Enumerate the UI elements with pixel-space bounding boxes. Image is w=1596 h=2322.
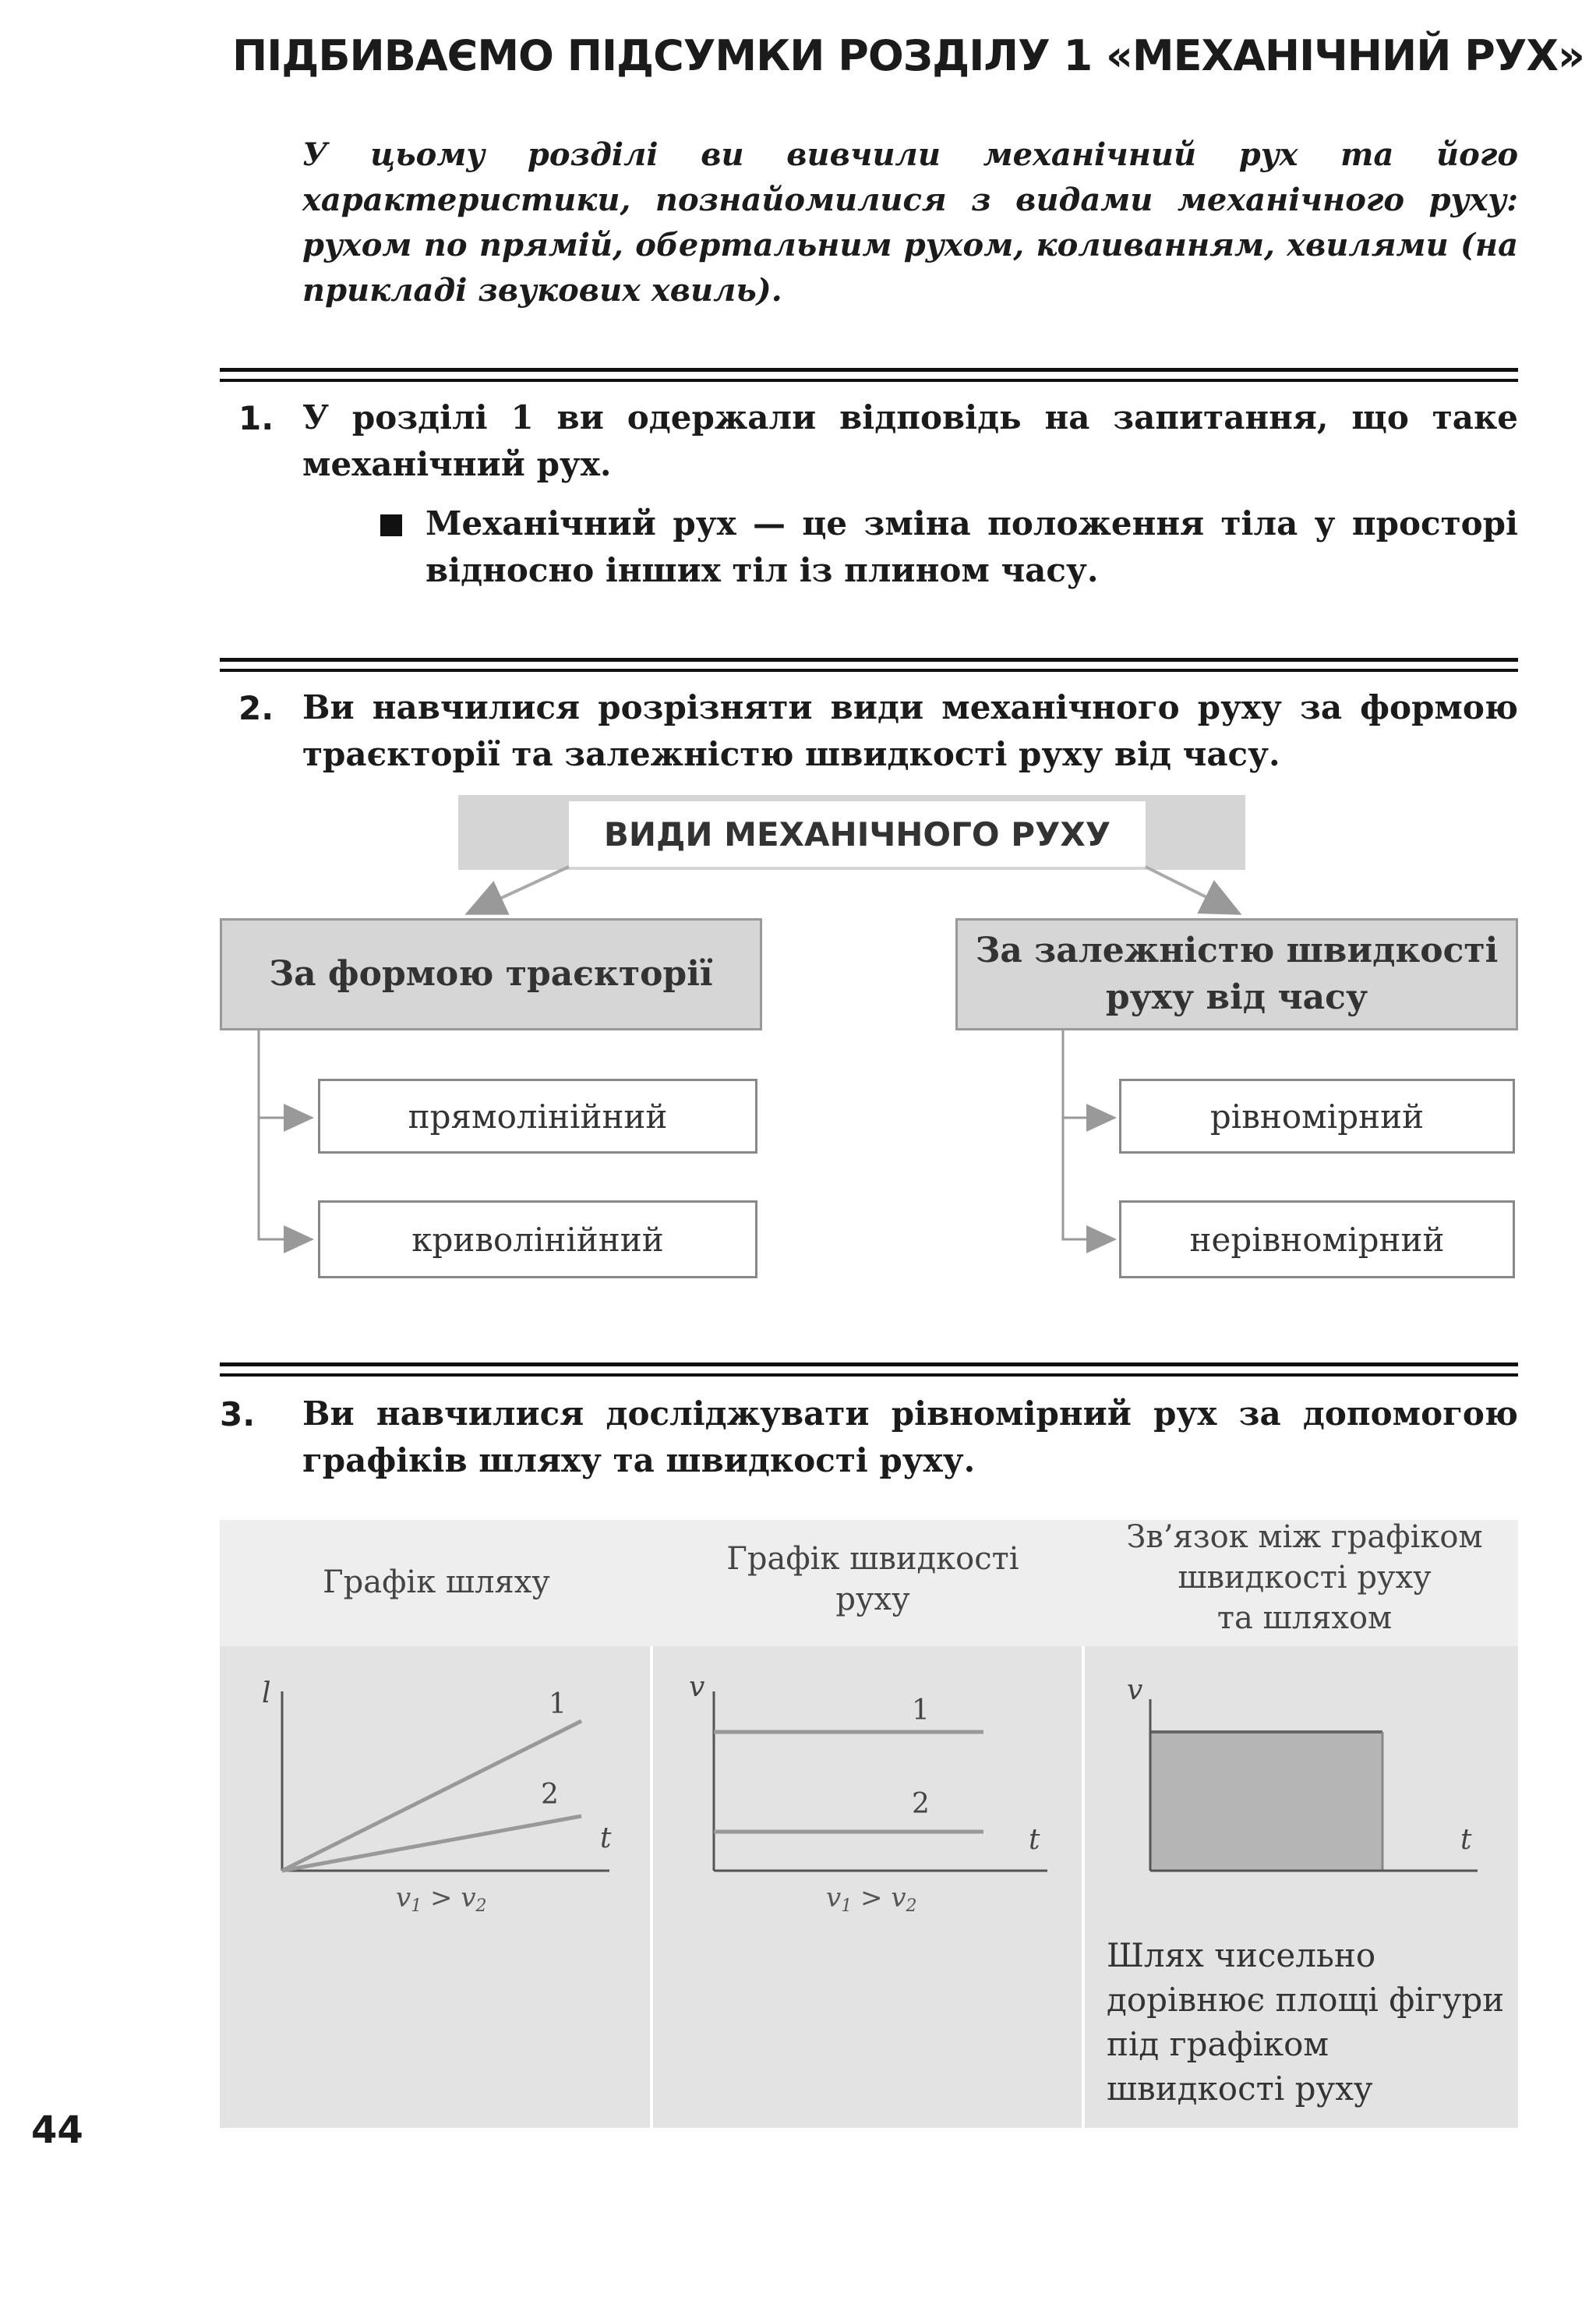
path-line-2 — [282, 1816, 581, 1871]
page-number: 44 — [31, 2108, 83, 2152]
area-under-speed — [1150, 1732, 1382, 1871]
definition-term: Механічний рух — [425, 504, 736, 543]
axis-label-y: v — [689, 1671, 705, 1703]
speed-relation: v1 > v2 — [396, 1882, 487, 1916]
item-text: Ви навчилися розрізняти види механічного руху за формою траєкторії та залежністю швидкості руху від часу. — [302, 688, 1518, 773]
page-title: ПІДБИВАЄМО ПІДСУМКИ РОЗДІЛУ 1 «МЕХАНІЧНИЙ РУХ» — [232, 31, 1584, 80]
item-number: 1. — [238, 399, 274, 437]
leaf-nonuniform: нерівномірний — [1119, 1200, 1515, 1278]
leaf-curvilinear: криволінійний — [318, 1200, 757, 1278]
axis-label-y: l — [262, 1677, 271, 1709]
item-number: 2. — [238, 689, 274, 727]
axis-label-y: v — [1127, 1674, 1143, 1706]
axis-label-x: t — [600, 1822, 612, 1854]
graph-title-path: Графік шляху — [323, 1564, 550, 1600]
title-line: та шляхом — [1216, 1600, 1393, 1636]
intro-paragraph: У цьому розділі ви вивчили механічний рух та його характеристики, познайомилися з видами механічного руху: рухом по прямій, обертальним рухом, коливанням, хвилями (на прикладі звукових хвиль). — [302, 136, 1518, 309]
leaf-rectilinear: прямолінійний — [318, 1079, 757, 1154]
leaf-uniform: рівномірний — [1119, 1079, 1515, 1154]
line-label-1: 1 — [549, 1688, 567, 1720]
title-line: Графік швидкості — [726, 1541, 1019, 1577]
title-line: швидкості руху — [1178, 1560, 1432, 1596]
item-text: Ви навчилися досліджувати рівномірний рух за допомогою графіків шляху та швидкості руху. — [302, 1394, 1518, 1479]
axis-label-x: t — [1029, 1824, 1040, 1856]
path-line-1 — [282, 1721, 581, 1871]
definition-rest: — це зміна положення тіла у просторі відносно інших тіл із плином часу. — [425, 504, 1518, 589]
title-line: руху — [835, 1582, 910, 1617]
speed-relation: v1 > v2 — [826, 1882, 917, 1916]
line-label-1: 1 — [912, 1695, 930, 1726]
diagram-root: ВИДИ МЕХАНІЧНОГО РУХУ — [569, 801, 1146, 867]
title-line: Зв’язок між графіком — [1126, 1519, 1483, 1555]
category-trajectory: За формою траєкторії — [220, 918, 762, 1030]
line-label-2: 2 — [912, 1788, 930, 1820]
item-number: 3. — [220, 1395, 256, 1433]
item-text: У розділі 1 ви одержали відповідь на запитання, що таке механічний рух. — [302, 398, 1518, 483]
path-graph — [262, 1677, 612, 1916]
area-graph — [1127, 1674, 1478, 1871]
category-line: руху від часу — [1105, 977, 1368, 1017]
line-label-2: 2 — [541, 1779, 559, 1811]
area-caption: Шлях чисельно дорівнює площі фігури під графіком швидкості руху — [1107, 1936, 1505, 2108]
axis-label-x: t — [1460, 1824, 1472, 1856]
category-line: За залежністю швидкості — [975, 931, 1499, 970]
speed-graph — [689, 1671, 1047, 1916]
